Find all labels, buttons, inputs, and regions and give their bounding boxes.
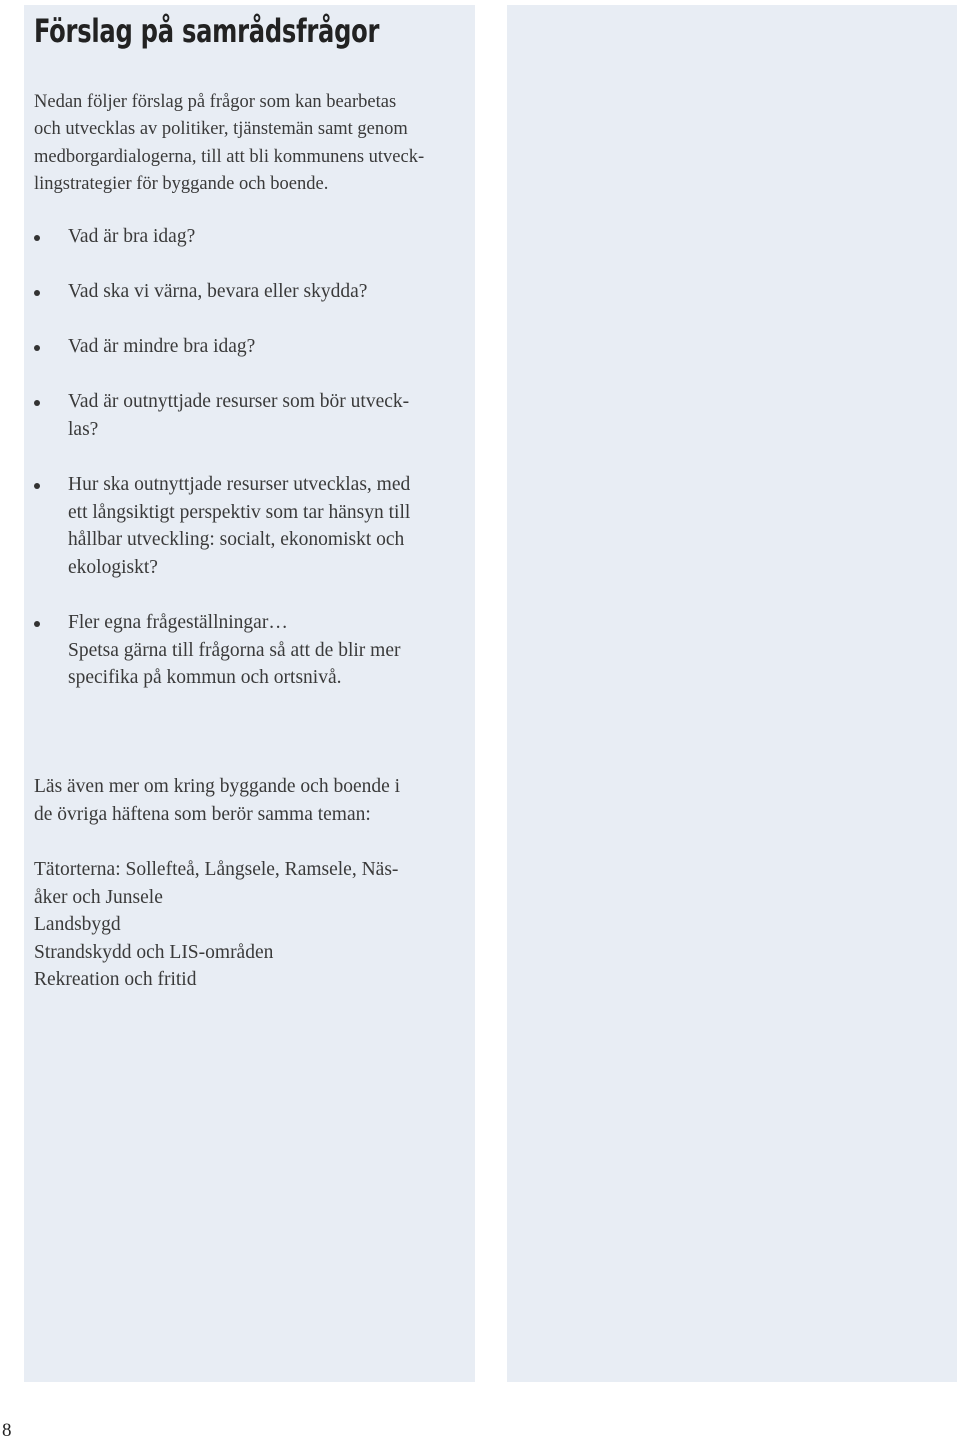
question-item xyxy=(34,388,409,443)
bullet-icon xyxy=(34,483,40,489)
booklet-line: Tätorterna: Sollefteå, Långsele, Ramsele, Näs- xyxy=(34,859,399,880)
intro-paragraph xyxy=(34,89,454,198)
intro-line: medborgardialogerna, till att bli kommunens utveck- xyxy=(34,146,425,167)
question-item xyxy=(34,471,410,582)
question-line: Hur ska outnyttjade resurser utvecklas, med xyxy=(68,474,411,495)
see-also-line: de övriga häftena som berör samma teman: xyxy=(34,803,371,825)
booklet-line: Strandskydd och LIS-områden xyxy=(34,941,274,963)
bullet-icon xyxy=(34,400,40,406)
question-line: Fler egna frågeställningar… xyxy=(68,612,288,633)
question-item xyxy=(34,278,367,306)
question-line: las? xyxy=(68,418,99,440)
question-item xyxy=(34,223,195,251)
page-number: 8 xyxy=(2,1420,12,1441)
question-line: ekologiskt? xyxy=(68,557,158,579)
question-line: hållbar utveckling: socialt, ekonomiskt och xyxy=(68,529,405,551)
intro-line: lingstrategier för byggande och boende. xyxy=(34,173,329,194)
question-line: Vad är mindre bra idag? xyxy=(68,336,256,357)
see-also-line: Läs även mer om kring byggande och boende i xyxy=(34,776,401,797)
question-line: Vad är outnyttjade resurser som bör utveck- xyxy=(68,391,410,412)
booklet-line: Landsbygd xyxy=(34,914,121,935)
intro-line: och utvecklas av politiker, tjänstemän samt genom xyxy=(34,119,408,140)
booklet-list xyxy=(34,856,464,994)
question-line: Spetsa gärna till frågorna så att de blir mer xyxy=(68,639,401,661)
question-line: Vad är bra idag? xyxy=(68,226,196,247)
question-item xyxy=(34,333,255,361)
see-also-paragraph xyxy=(34,773,464,828)
intro-line: Nedan följer förslag på frågor som kan bearbetas xyxy=(34,92,397,112)
booklet-line: Rekreation och fritid xyxy=(34,969,197,990)
question-line: specifika på kommun och ortsnivå. xyxy=(68,667,342,689)
bullet-icon xyxy=(34,345,40,351)
question-item xyxy=(34,609,400,692)
bullet-icon xyxy=(34,290,40,296)
question-line: ett långsiktigt perspektiv som tar hänsyn till xyxy=(68,501,411,523)
right-blank-panel xyxy=(507,5,957,1382)
bullet-icon xyxy=(34,235,40,241)
left-content-panel xyxy=(24,5,475,1382)
page-title: Förslag på samrådsfrågor xyxy=(34,12,380,50)
question-line: Vad ska vi värna, bevara eller skydda? xyxy=(68,281,368,302)
booklet-line: åker och Junsele xyxy=(34,886,163,908)
bullet-icon xyxy=(34,621,40,627)
